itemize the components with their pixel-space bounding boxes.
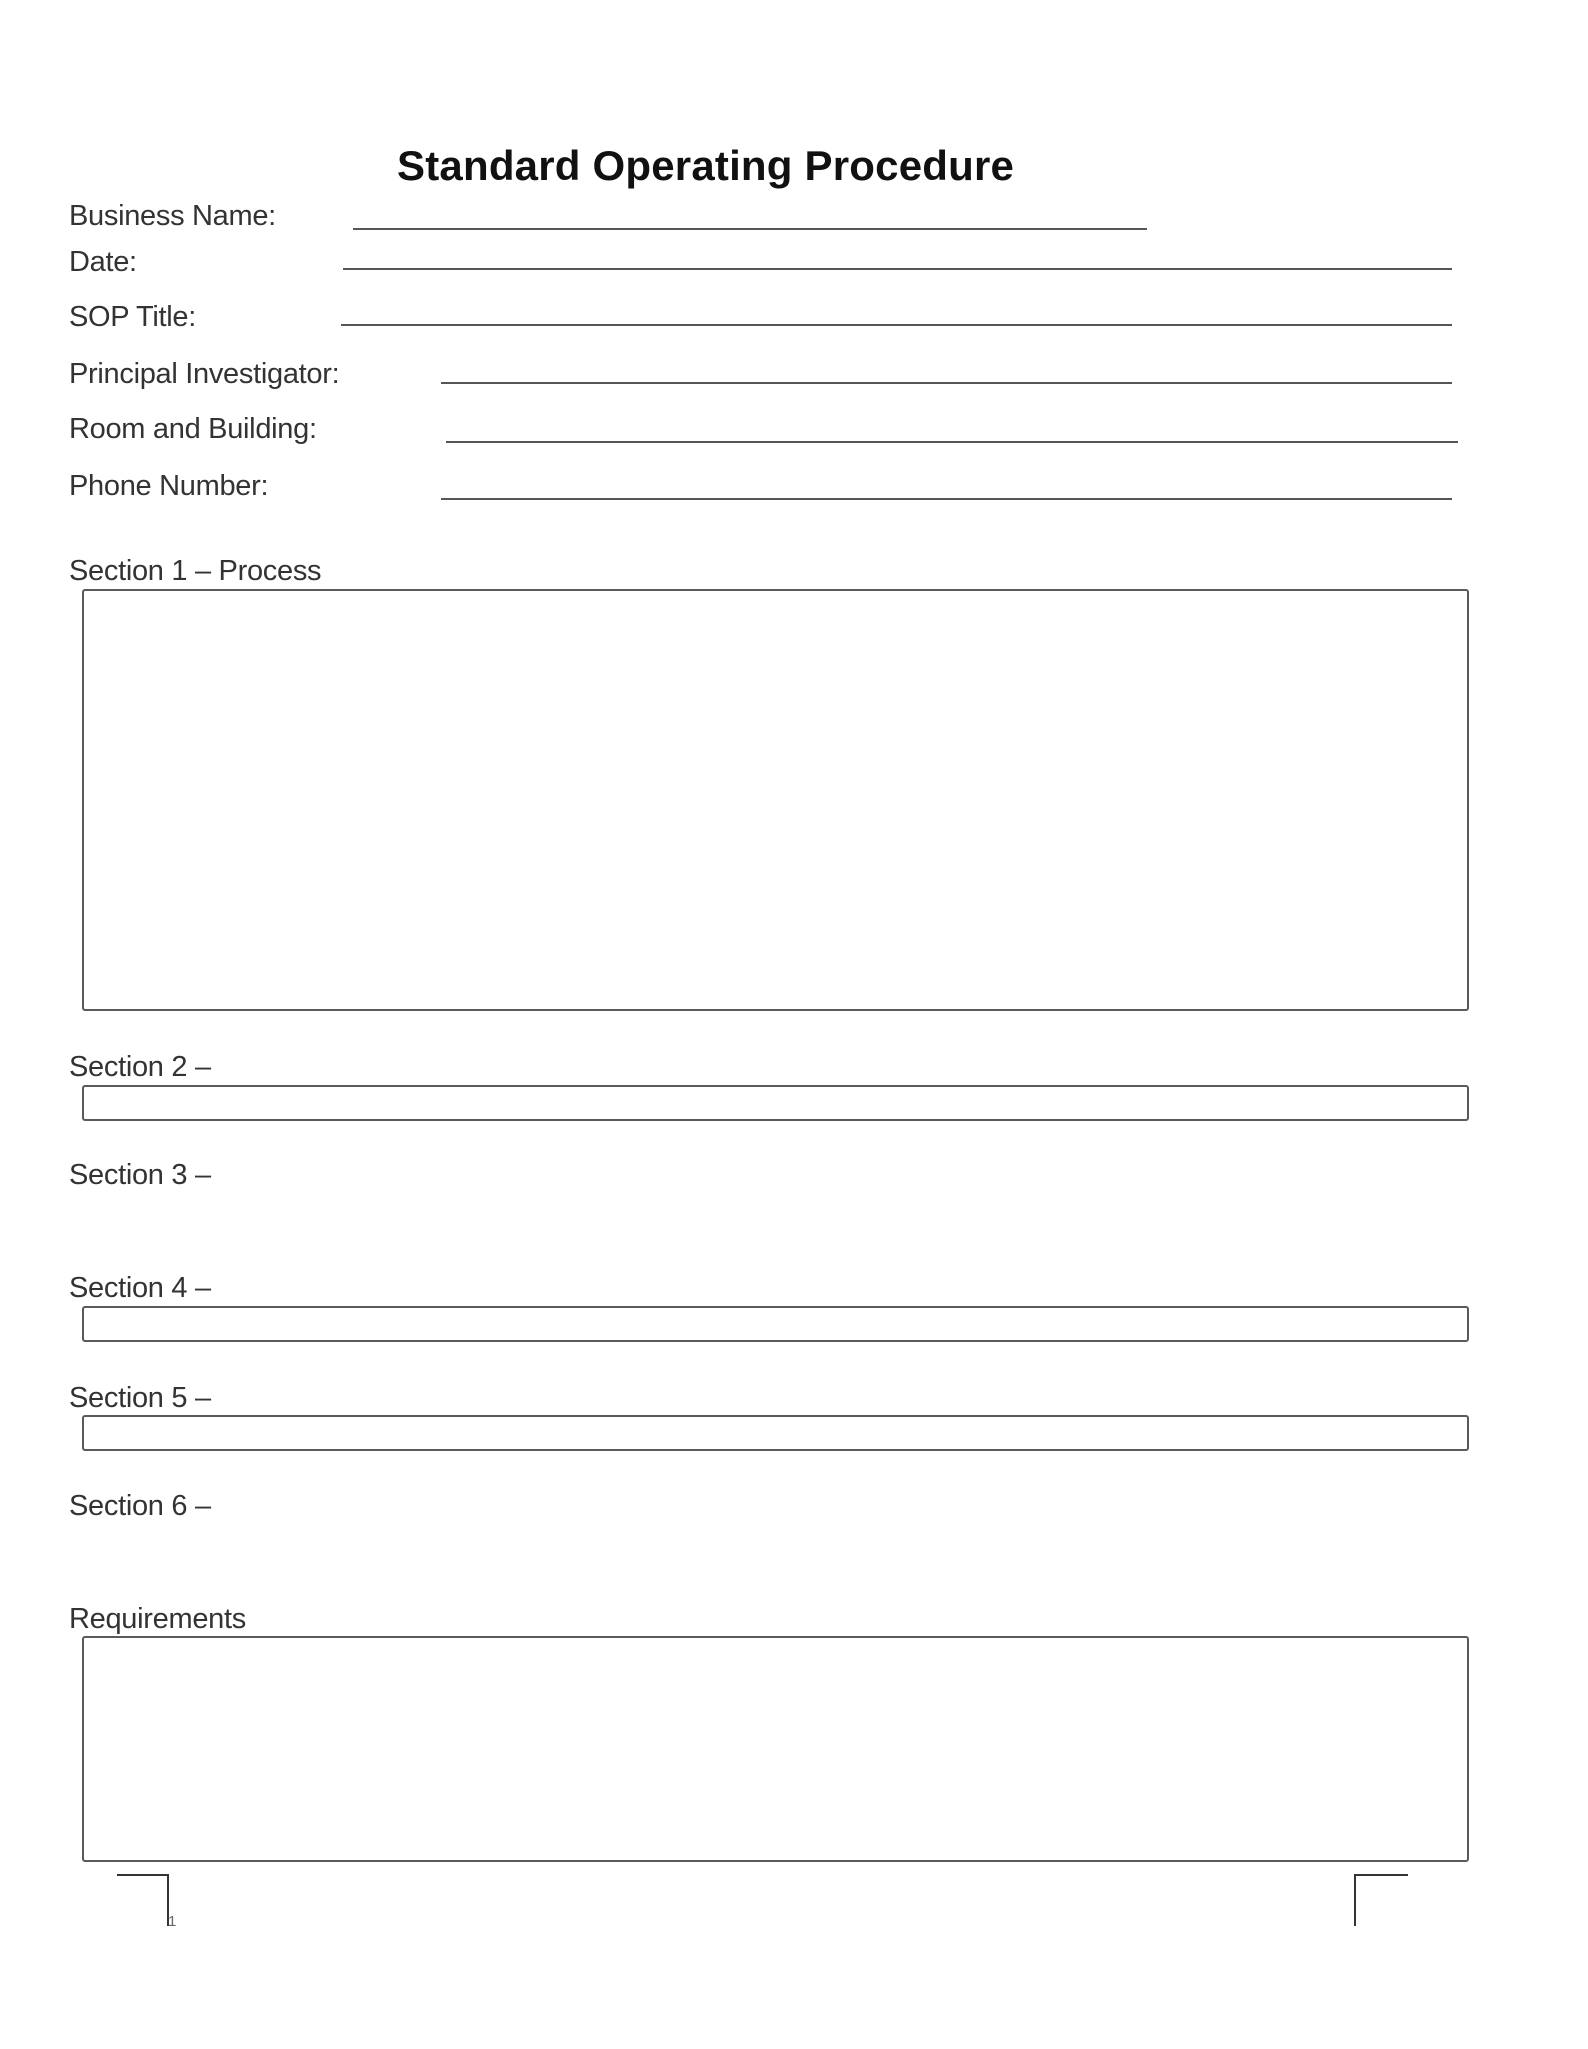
room-building-label: Room and Building: xyxy=(69,413,317,445)
section-6-label: Section 6 – xyxy=(69,1490,211,1522)
page-title: Standard Operating Procedure xyxy=(397,142,1015,189)
section-1-textarea[interactable] xyxy=(82,589,1469,1011)
crop-mark-left xyxy=(117,1874,169,1926)
business-name-field[interactable] xyxy=(353,228,1147,230)
room-building-field[interactable] xyxy=(446,441,1458,443)
section-4-label: Section 4 – xyxy=(69,1272,211,1304)
section-3-label: Section 3 – xyxy=(69,1159,211,1191)
section-5-label: Section 5 – xyxy=(69,1382,211,1414)
sop-title-label: SOP Title: xyxy=(69,301,197,333)
business-name-label: Business Name: xyxy=(69,200,276,232)
requirements-label: Requirements xyxy=(69,1603,246,1635)
section-1-label: Section 1 – Process xyxy=(69,555,322,587)
page-number: 1 xyxy=(168,1913,177,1930)
section-2-label: Section 2 – xyxy=(69,1051,211,1083)
date-field[interactable] xyxy=(343,268,1452,270)
phone-number-field[interactable] xyxy=(441,498,1452,500)
date-label: Date: xyxy=(69,246,137,278)
section-5-input[interactable] xyxy=(82,1415,1469,1451)
section-4-input[interactable] xyxy=(82,1306,1469,1342)
crop-mark-right xyxy=(1354,1874,1408,1926)
principal-investigator-label: Principal Investigator: xyxy=(69,358,340,390)
sop-title-field[interactable] xyxy=(341,324,1452,326)
requirements-textarea[interactable] xyxy=(82,1636,1469,1862)
principal-investigator-field[interactable] xyxy=(441,382,1452,384)
section-2-input[interactable] xyxy=(82,1085,1469,1121)
phone-number-label: Phone Number: xyxy=(69,470,269,502)
